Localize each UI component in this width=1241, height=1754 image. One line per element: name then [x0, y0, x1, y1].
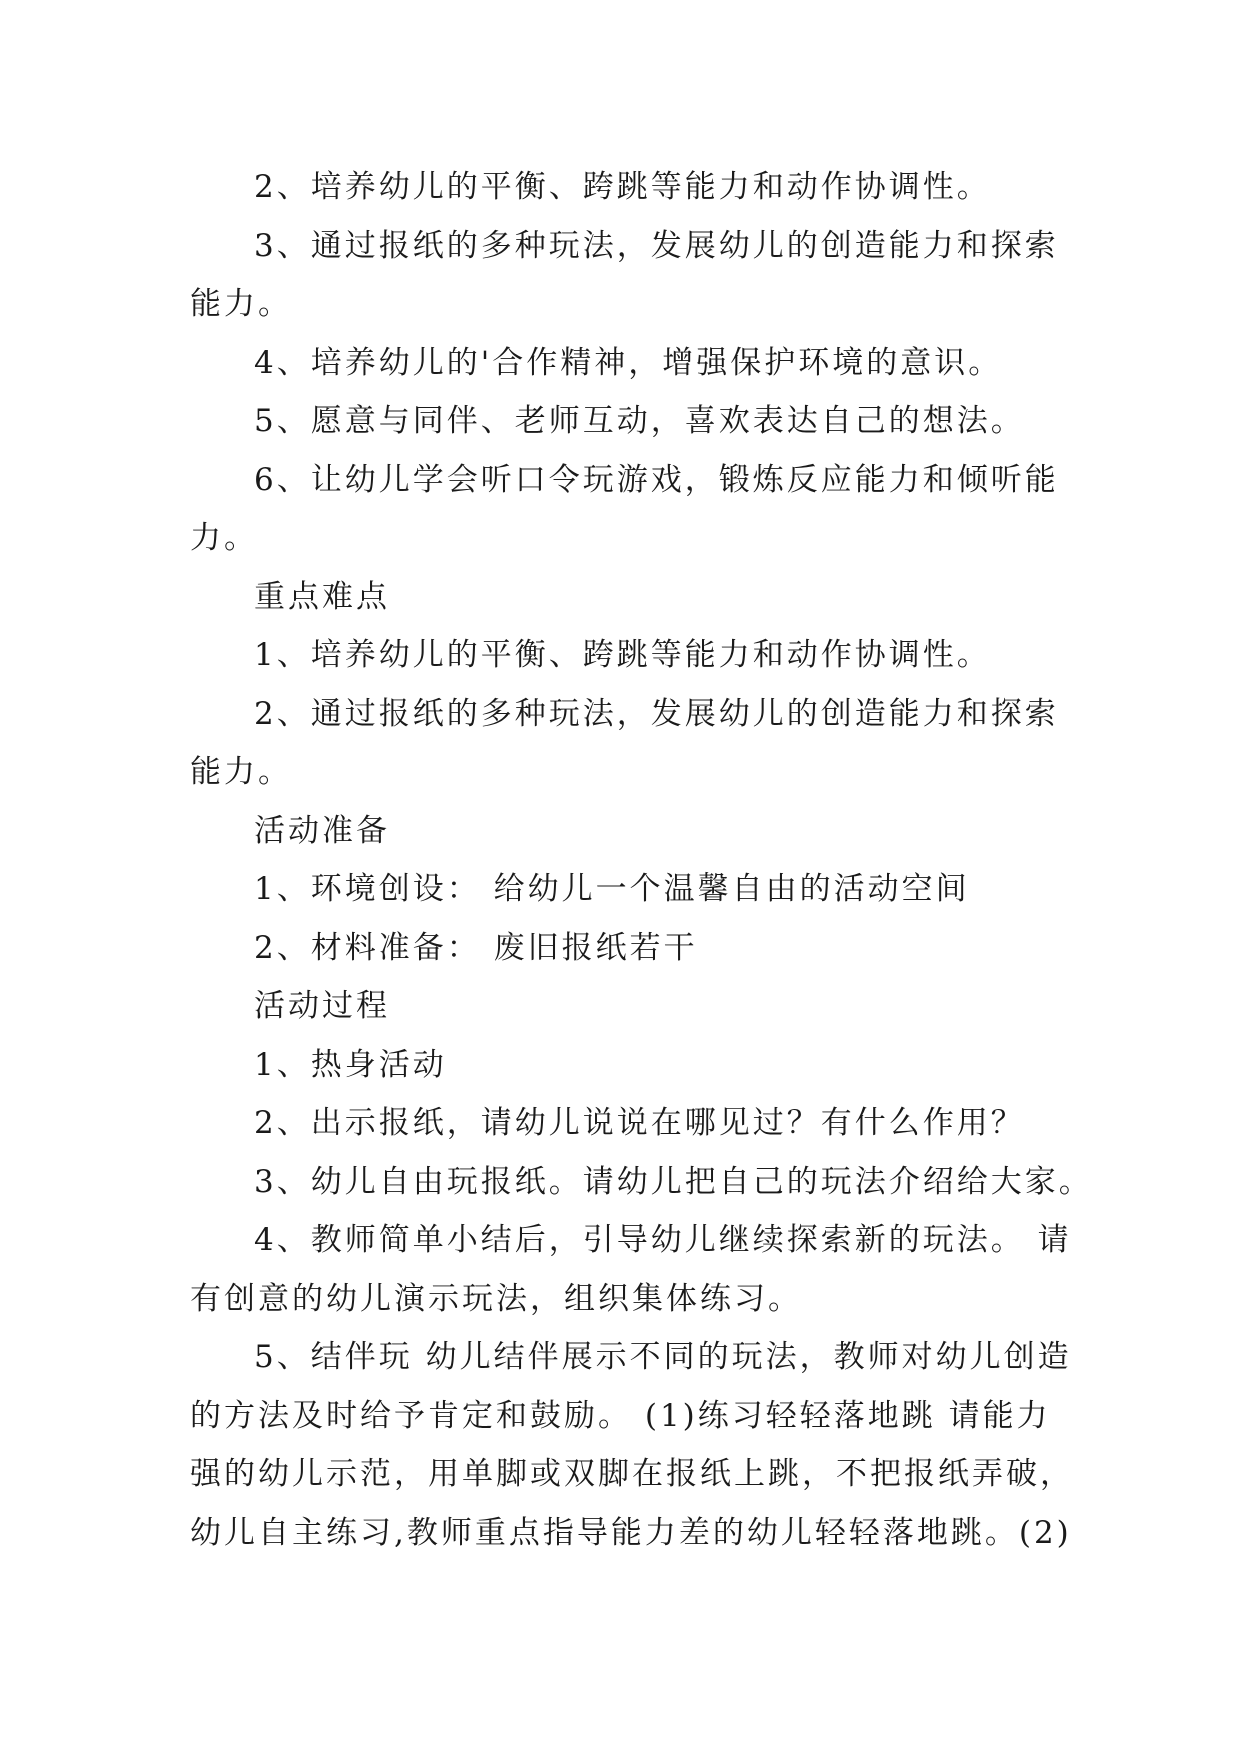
- document-body: [190, 158, 1093, 1562]
- paragraph-goal-3: [190, 217, 1059, 334]
- text-line: 1、培养幼儿的平衡、跨跳等能力和动作协调性。: [254, 637, 991, 673]
- text-line: 能力。: [190, 286, 292, 322]
- paragraph-prep-2: [190, 919, 1050, 978]
- text-line: 3、通过报纸的多种玩法，发展幼儿的创造能力和探索: [254, 227, 1059, 264]
- text-line: 4、教师简单小结后，引导幼儿继续探索新的玩法。 请: [254, 1222, 1072, 1258]
- text-line: 5、结伴玩 幼儿结伴展示不同的玩法，教师对幼儿创造: [254, 1339, 1072, 1375]
- section-heading-preparation: [190, 802, 1050, 861]
- paragraph-prep-1: [190, 860, 1050, 919]
- text-line: 6、让幼儿学会听口令玩游戏，锻炼反应能力和倾听能: [254, 461, 1059, 498]
- text-line: 2、培养幼儿的平衡、跨跳等能力和动作协调性。: [254, 169, 991, 205]
- paragraph-goal-6: [190, 451, 1059, 568]
- text-line: 1、热身活动: [254, 1046, 447, 1083]
- section-heading-key-points: [190, 568, 1050, 627]
- paragraph-process-3: [190, 1153, 1093, 1212]
- text-line: 5、愿意与同伴、老师互动，喜欢表达自己的想法。: [254, 403, 1025, 439]
- section-heading: 重点难点: [254, 578, 390, 615]
- text-line: 的方法及时给予肯定和鼓励。 (1)练习轻轻落地跳 请能力: [190, 1397, 1051, 1434]
- section-heading-process: [190, 977, 1050, 1036]
- paragraph-process-4: [190, 1211, 1072, 1328]
- section-heading: 活动准备: [254, 812, 390, 849]
- section-heading: 活动过程: [254, 988, 390, 1024]
- text-line: 2、通过报纸的多种玩法，发展幼儿的创造能力和探索: [254, 695, 1059, 732]
- paragraph-goal-5: [190, 392, 1050, 451]
- paragraph-goal-4: [190, 334, 1050, 393]
- paragraph-process-5: [190, 1328, 1074, 1562]
- paragraph-process-2: [190, 1094, 1050, 1153]
- paragraph-key-1: [190, 626, 1050, 685]
- text-line: 幼儿自主练习,教师重点指导能力差的幼儿轻轻落地跳。(2): [190, 1514, 1072, 1551]
- paragraph-goal-2: [190, 158, 1050, 217]
- text-line: 有创意的幼儿演示玩法，组织集体练习。: [190, 1280, 802, 1317]
- paragraph-process-1: [190, 1036, 1050, 1095]
- text-line: 能力。: [190, 754, 292, 790]
- text-line: 1、环境创设： 给幼儿一个温馨自由的活动空间: [254, 871, 970, 907]
- paragraph-key-2: [190, 685, 1059, 802]
- text-line: 2、出示报纸，请幼儿说说在哪见过？有什么作用？: [254, 1105, 1025, 1141]
- text-line: 4、培养幼儿的'合作精神，增强保护环境的意识。: [254, 344, 1003, 381]
- text-line: 力。: [190, 520, 258, 556]
- text-line: 强的幼儿示范，用单脚或双脚在报纸上跳，不把报纸弄破，: [190, 1456, 1074, 1492]
- text-line: 2、材料准备： 废旧报纸若干: [254, 929, 698, 966]
- text-line: 3、幼儿自由玩报纸。请幼儿把自己的玩法介绍给大家。: [254, 1163, 1093, 1200]
